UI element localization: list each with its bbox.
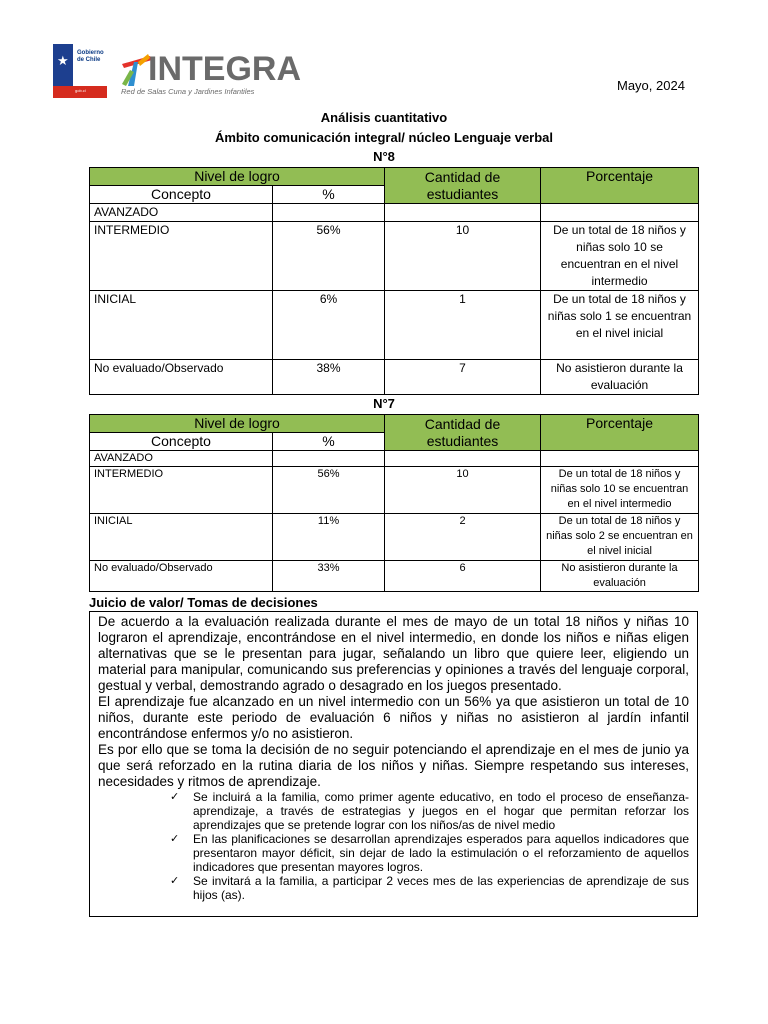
table-row xyxy=(90,222,699,291)
table-n8 xyxy=(89,167,699,395)
header-concepto: Concepto xyxy=(90,186,273,204)
juicio-title: Juicio de valor/ Tomas de decisiones xyxy=(89,595,318,610)
pct-cell: 56% xyxy=(273,467,385,514)
pct-cell: 11% xyxy=(273,514,385,561)
porcentaje-cell: De un total de 18 niños y niñas solo 10 se encuentran en el nivel intermedio xyxy=(541,467,699,514)
gobierno-logo-small: gob.cl xyxy=(75,88,86,93)
table-row xyxy=(90,204,699,222)
concepto-cell: INICIAL xyxy=(90,514,273,561)
table7-label: N°7 xyxy=(373,396,395,411)
header-pct: % xyxy=(273,433,385,451)
table-row xyxy=(90,360,699,395)
title-analisis: Análisis cuantitativo xyxy=(320,110,448,125)
concepto-cell: No evaluado/Observado xyxy=(90,360,273,395)
pct-cell: 33% xyxy=(273,561,385,592)
pct-cell xyxy=(273,204,385,222)
cantidad-cell: 7 xyxy=(385,360,541,395)
cantidad-cell: 10 xyxy=(385,222,541,291)
pct-cell: 6% xyxy=(273,291,385,360)
list-item xyxy=(98,874,689,902)
cantidad-cell xyxy=(385,451,541,467)
header-cantidad: Cantidad de estudiantes xyxy=(385,168,541,204)
checkmark-icon: ✓ xyxy=(170,833,180,845)
concepto-cell: INICIAL xyxy=(90,291,273,360)
concepto-cell: INTERMEDIO xyxy=(90,222,273,291)
porcentaje-cell: De un total de 18 niños y niñas solo 10 se encuentran en el nivel intermedio xyxy=(541,222,699,291)
pct-cell: 38% xyxy=(273,360,385,395)
decisions-list xyxy=(98,790,689,902)
title-ambito: Ámbito comunicación integral/ núcleo Lenguaje verbal xyxy=(214,130,554,145)
integra-logo xyxy=(118,46,301,98)
star-icon: ★ xyxy=(57,53,69,68)
table-row xyxy=(90,467,699,514)
integra-wordmark: INTEGRA xyxy=(148,50,301,88)
pct-cell xyxy=(273,451,385,467)
table8-label: N°8 xyxy=(373,149,395,164)
porcentaje-cell: De un total de 18 niños y niñas solo 1 se encuentran en el nivel inicial xyxy=(541,291,699,360)
juicio-paragraph-1: De acuerdo a la evaluación realizada durante el mes de mayo de un total 18 niños y niñas 10 lograron el aprendizaje, encontrándose en el nivel intermedio, en donde los niños e niñas eligen alternativas que se le presentan para jugar, señalando un libro que quiere leer, eligiendo un material para manipular, comunicando sus preferencias y opiniones a través del lenguaje corporal, gestual y verbal, demostrando agrado o desagrado en los juegos presentado. xyxy=(98,614,689,693)
table-row xyxy=(90,514,699,561)
porcentaje-cell: De un total de 18 niños y niñas solo 2 se encuentran en el nivel inicial xyxy=(541,514,699,561)
concepto-cell: INTERMEDIO xyxy=(90,467,273,514)
list-item xyxy=(98,832,689,874)
cantidad-cell: 2 xyxy=(385,514,541,561)
cantidad-cell: 1 xyxy=(385,291,541,360)
header-cantidad: Cantidad de estudiantes xyxy=(385,415,541,451)
porcentaje-cell: No asistieron durante la evaluación xyxy=(541,561,699,592)
header-pct: % xyxy=(273,186,385,204)
header-nivel: Nivel de logro xyxy=(90,168,385,186)
gobierno-de-chile-logo xyxy=(53,44,107,98)
cantidad-cell xyxy=(385,204,541,222)
checkmark-icon: ✓ xyxy=(170,791,180,803)
porcentaje-cell: No asistieron durante la evaluación xyxy=(541,360,699,395)
header-concepto: Concepto xyxy=(90,433,273,451)
porcentaje-cell xyxy=(541,451,699,467)
list-item xyxy=(98,790,689,832)
table-row xyxy=(90,561,699,592)
header-porcentaje: Porcentaje xyxy=(541,415,699,451)
bullet-text: En las planificaciones se desarrollan aprendizajes esperados para aquellos indicadores que presentaron mayor déficit, sin dejar de lado la estimulación o el reforzamiento de aquellos indicadores que presentan mayores logros. xyxy=(193,832,689,874)
bullet-text: Se invitará a la familia, a participar 2 veces mes de las experiencias de aprendizaje de sus hijos (as). xyxy=(193,874,689,902)
porcentaje-cell xyxy=(541,204,699,222)
cantidad-cell: 10 xyxy=(385,467,541,514)
juicio-paragraph-2: El aprendizaje fue alcanzado en un nivel intermedio con un 56% ya que asistieron un total de 10 niños, durante este periodo de evaluación 6 niños y niñas no asistieron al jardín infantil encontrándose enfermos y/o no asistieron. xyxy=(98,694,689,741)
document-date: Mayo, 2024 xyxy=(617,78,685,93)
juicio-box xyxy=(89,611,698,917)
header-nivel: Nivel de logro xyxy=(90,415,385,433)
table-row xyxy=(90,451,699,467)
concepto-cell: AVANZADO xyxy=(90,451,273,467)
juicio-paragraph-3: Es por ello que se toma la decisión de no seguir potenciando el aprendizaje en el mes de junio ya que será reforzado en la rutina diaria de los niños y niñas. Siempre respetando sus intereses, necesidades y ritmos de aprendizaje. xyxy=(98,742,689,789)
integra-subtitle: Red de Salas Cuna y Jardines Infantiles xyxy=(121,87,255,96)
header-porcentaje: Porcentaje xyxy=(541,168,699,204)
table-row xyxy=(90,291,699,360)
concepto-cell: No evaluado/Observado xyxy=(90,561,273,592)
bullet-text: Se incluirá a la familia, como primer agente educativo, en todo el proceso de enseñanza-aprendizaje, a través de estrategias y juegos en el hogar que permitan reforzar los aprendizajes que se pretende lograr con los niños/as de nivel medio xyxy=(193,790,689,832)
checkmark-icon: ✓ xyxy=(170,875,180,887)
gobierno-logo-text: Gobierno de Chile xyxy=(77,50,104,63)
pct-cell: 56% xyxy=(273,222,385,291)
table-n7 xyxy=(89,414,699,592)
concepto-cell: AVANZADO xyxy=(90,204,273,222)
cantidad-cell: 6 xyxy=(385,561,541,592)
